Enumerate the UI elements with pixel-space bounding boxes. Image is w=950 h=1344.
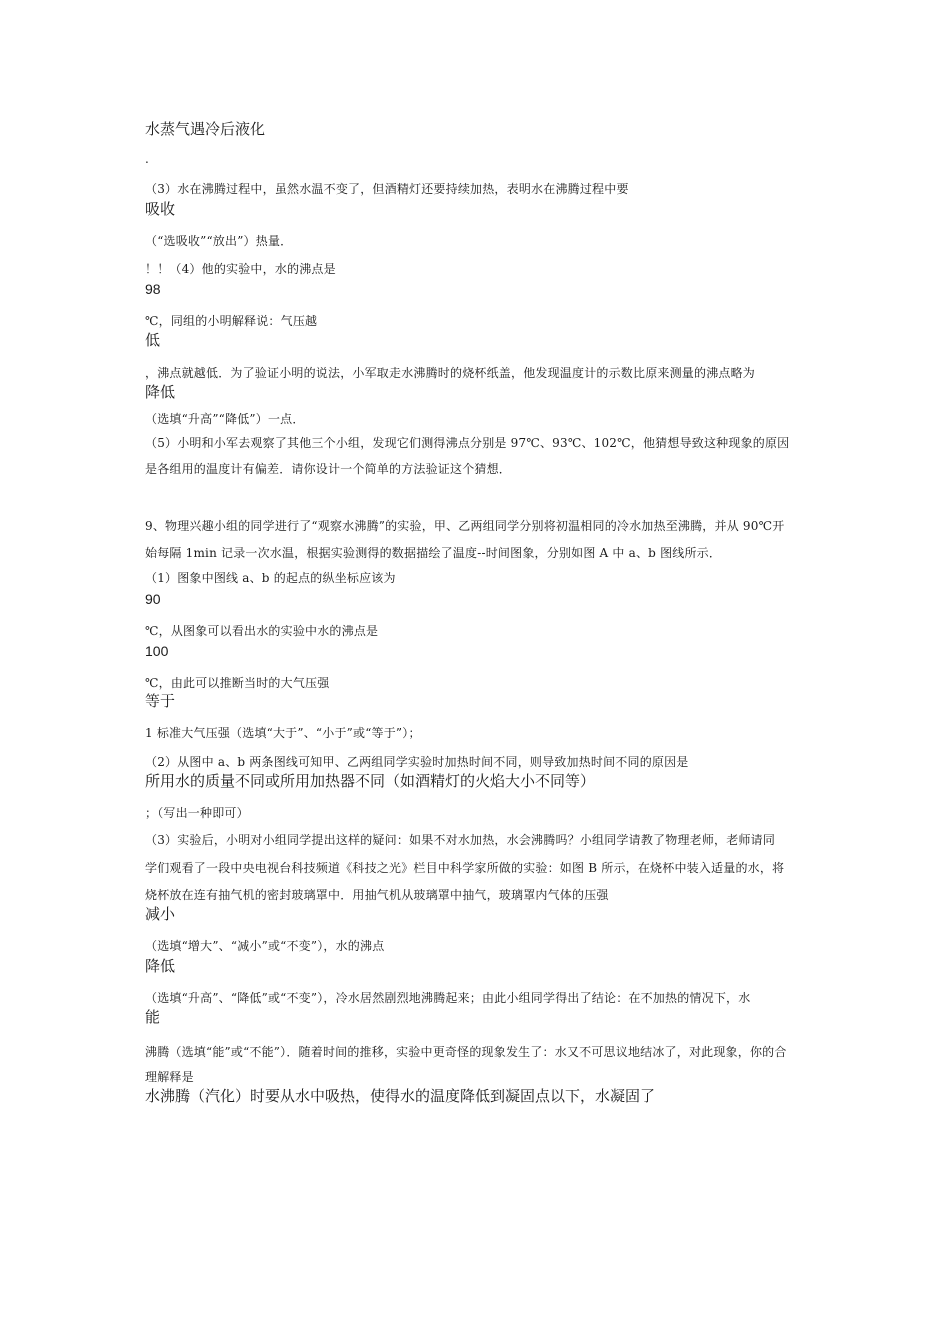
answer-text: 吸收 bbox=[145, 200, 176, 218]
answer-number: 100 bbox=[145, 643, 169, 659]
answer-text: 能 bbox=[145, 1008, 161, 1026]
answer-text: 降低 bbox=[145, 957, 176, 975]
question-text: （3）水在沸腾过程中，虽然水温不变了，但酒精灯还要持续加热，表明水在沸腾过程中要 bbox=[145, 182, 629, 196]
question-text: ；（写出一种即可） bbox=[145, 806, 249, 820]
question-text: 沸腾（选填“能”或“不能”）．随着时间的推移，实验中更奇怪的现象发生了：水又不可思议地结冰了，对此现象，你的合 bbox=[145, 1045, 787, 1059]
question-text: ℃，从图象可以看出水的实验中水的沸点是 bbox=[145, 624, 379, 638]
answer-text: 低 bbox=[145, 331, 161, 349]
question-text: 理解释是 bbox=[145, 1070, 194, 1084]
question-text: 烧杯放在连有抽气机的密封玻璃罩中．用抽气机从玻璃罩中抽气，玻璃罩内气体的压强 bbox=[145, 888, 609, 902]
answer-text: 降低 bbox=[145, 383, 176, 401]
question-text: 1 标准大气压强（选填“大于”、“小于”或“等于”）； bbox=[145, 726, 421, 740]
question-text: （2）从图中 a、b 两条图线可知甲、乙两组同学实验时加热时间不同，则导致加热时间不同的原因是 bbox=[145, 755, 689, 769]
answer-text: 所用水的质量不同或所用加热器不同（如酒精灯的火焰大小不同等） bbox=[145, 772, 596, 790]
question-text: ，沸点就越低．为了验证小明的说法，小军取走水沸腾时的烧杯纸盖，他发现温度计的示数比原来测量的沸点略为 bbox=[145, 366, 756, 380]
punctuation-line: . bbox=[145, 152, 150, 166]
question-text: 是各组用的温度计有偏差．请你设计一个简单的方法验证这个猜想． bbox=[145, 462, 512, 476]
answer-text: 减小 bbox=[145, 905, 176, 923]
answer-text: 水蒸气遇冷后液化 bbox=[145, 120, 266, 138]
question-text: （选填“升高”“降低”）一点． bbox=[145, 412, 305, 426]
question-text: ℃，由此可以推断当时的大气压强 bbox=[145, 676, 330, 690]
question-text: ！！（4）他的实验中，水的沸点是 bbox=[145, 262, 336, 276]
question-text: 学们观看了一段中央电视台科技频道《科技之光》栏目中科学家所做的实验：如图 B 所示，在烧杯中装入适量的水，将 bbox=[145, 861, 785, 875]
question-text: ℃，同组的小明解释说：气压越 bbox=[145, 314, 318, 328]
question-text: （选填“升高”、“降低”或“不变”），冷水居然剧烈地沸腾起来；由此小组同学得出了结论：在不加热的情况下，水 bbox=[145, 991, 751, 1005]
question-text: （3）实验后，小明对小组同学提出这样的疑问：如果不对水加热，水会沸腾吗？小组同学请教了物理老师，老师请同 bbox=[145, 833, 776, 847]
question-text: 始每隔 1min 记录一次水温，根据实验测得的数据描绘了温度--时间图象，分别如图 A 中 a、b 图线所示． bbox=[145, 546, 722, 560]
answer-text: 水沸腾（汽化）时要从水中吸热，使得水的温度降低到凝固点以下，水凝固了 bbox=[145, 1087, 656, 1105]
question-text: （“选吸收”“放出”）热量． bbox=[145, 234, 293, 248]
question-text: （选填“增大”、“减小”或“不变”），水的沸点 bbox=[145, 939, 385, 953]
question-text: （5）小明和小军去观察了其他三个小组，发现它们测得沸点分别是 97℃、93℃、102℃，他猜想导致这种现象的原因 bbox=[145, 436, 790, 450]
question-text: （1）图象中图线 a、b 的起点的纵坐标应该为 bbox=[145, 571, 396, 585]
answer-text: 等于 bbox=[145, 692, 176, 710]
answer-number: 90 bbox=[145, 591, 161, 607]
question-heading: 9、物理兴趣小组的同学进行了“观察水沸腾”的实验，甲、乙两组同学分别将初温相同的冷水加热至沸腾，并从 90℃开 bbox=[145, 519, 785, 533]
answer-number: 98 bbox=[145, 281, 161, 297]
